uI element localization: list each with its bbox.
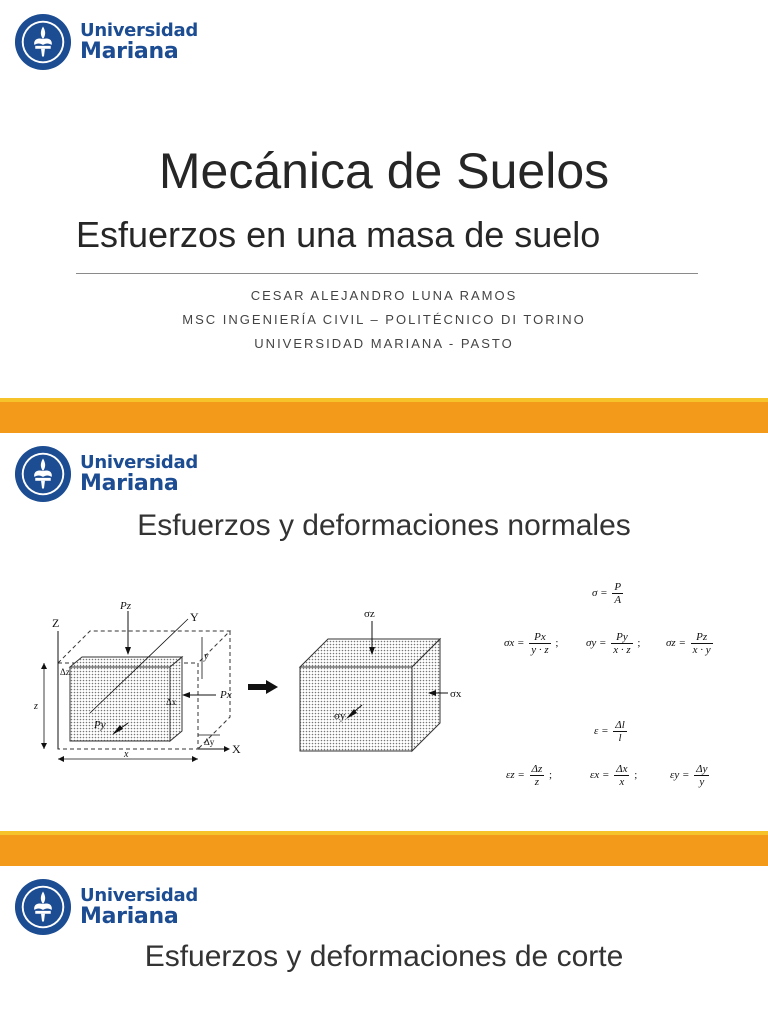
slide-separator-band	[0, 398, 768, 433]
formula-denominator: A	[614, 594, 622, 606]
stress-cube-diagram	[290, 601, 480, 761]
formula-separator: ;	[634, 769, 638, 782]
presentation-subtitle: Esfuerzos en una masa de suelo	[76, 214, 601, 255]
formula-lhs: σ =	[592, 587, 608, 600]
formula-lhs: εy =	[670, 769, 690, 782]
formula-numerator: Δy	[696, 763, 708, 775]
y-axis-label: Y	[190, 610, 199, 624]
sigma-x-label: σx	[450, 688, 462, 700]
author-institution: UNIVERSIDAD MARIANA - PASTO	[254, 336, 514, 351]
formula-numerator: Δz	[531, 763, 543, 775]
px-label: Px	[220, 689, 232, 701]
strain-z-formula	[506, 763, 552, 788]
z-axis-label: Z	[52, 616, 60, 630]
soil-element-load-diagram	[28, 601, 258, 765]
strain-y-formula	[670, 763, 711, 788]
sigma-y-label: σy	[334, 710, 346, 722]
formula-numerator: Δx	[616, 763, 628, 775]
formula-separator: ;	[637, 637, 641, 650]
logo-word-universidad: Universidad	[80, 19, 198, 41]
strain-x-formula	[590, 763, 637, 788]
formula-denominator: x	[619, 776, 625, 788]
x-dimension-label: x	[124, 749, 129, 760]
x-axis-label: X	[232, 742, 241, 756]
formula-separator: ;	[549, 769, 553, 782]
slide-normal-stresses	[0, 433, 768, 831]
stress-definition-formula	[592, 581, 625, 606]
formula-lhs: σy =	[586, 637, 607, 650]
formula-denominator: y	[699, 776, 705, 788]
formula-denominator: x · y	[692, 644, 711, 656]
py-label: Py	[94, 719, 106, 731]
logo-word-universidad: Universidad	[80, 884, 198, 906]
logo-word-universidad: Universidad	[80, 451, 198, 473]
strain-definition-formula	[594, 719, 629, 744]
logo-word-mariana: Mariana	[80, 470, 179, 496]
formula-numerator: Px	[529, 631, 550, 644]
dz-label: Δz	[60, 667, 70, 677]
university-logo	[14, 877, 198, 937]
author-name: CESAR ALEJANDRO LUNA RAMOS	[250, 288, 518, 303]
logo-word-mariana: Mariana	[80, 903, 179, 929]
formula-separator: ;	[555, 637, 559, 650]
formula-lhs: εz =	[506, 769, 525, 782]
formula-lhs: εx =	[590, 769, 610, 782]
z-dimension-label: z	[34, 701, 38, 712]
sigma-z-label: σz	[364, 608, 375, 620]
logo-word-mariana: Mariana	[80, 38, 179, 64]
formula-numerator: P	[614, 581, 622, 593]
sigma-y-formula	[586, 631, 640, 656]
pz-label: Pz	[120, 601, 131, 612]
title-divider-line	[76, 273, 698, 274]
sigma-x-formula	[504, 631, 558, 656]
formula-denominator: l	[618, 732, 622, 744]
formula-denominator: z	[534, 776, 540, 788]
y-dimension-label: y	[204, 651, 209, 662]
university-logo	[14, 444, 198, 504]
author-degree: MSC INGENIERÍA CIVIL – POLITÉCNICO DI TORINO	[182, 312, 586, 327]
slide-separator-band	[0, 831, 768, 866]
sigma-z-formula	[666, 631, 715, 656]
dy-label: Δy	[204, 737, 215, 747]
slide-shear-stresses	[0, 866, 768, 1024]
university-seal-icon	[14, 445, 72, 503]
university-logo	[14, 12, 198, 72]
formula-denominator: x · z	[613, 644, 631, 656]
university-seal-icon	[14, 13, 72, 71]
slide-title	[0, 0, 768, 398]
presentation-title: Mecánica de Suelos	[158, 143, 610, 199]
university-seal-icon	[14, 878, 72, 936]
formula-lhs: σx =	[504, 637, 525, 650]
formula-lhs: σz =	[666, 637, 686, 650]
dx-label: Δx	[166, 697, 177, 707]
slide-heading: Esfuerzos y deformaciones de corte	[144, 940, 624, 973]
formula-numerator: Δl	[615, 719, 625, 731]
formula-numerator: Py	[611, 631, 632, 644]
slide-heading: Esfuerzos y deformaciones normales	[137, 509, 631, 542]
formula-lhs: ε =	[594, 725, 609, 738]
formula-numerator: Pz	[691, 631, 713, 644]
formula-denominator: y · z	[531, 644, 549, 656]
right-arrow-icon	[246, 679, 282, 695]
